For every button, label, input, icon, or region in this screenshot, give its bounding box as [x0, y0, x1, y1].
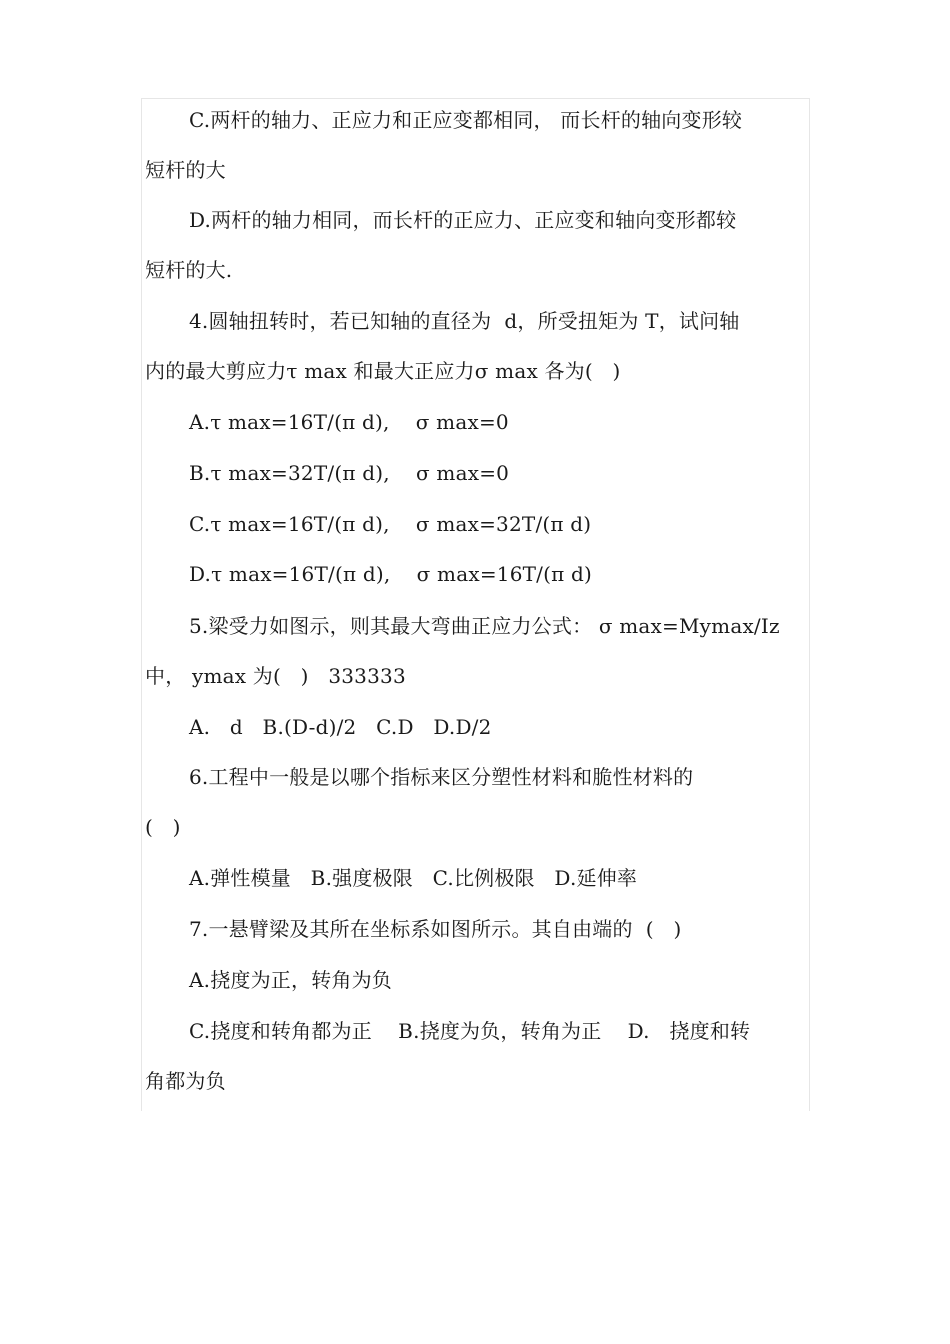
question-5-line-1: 5.梁受力如图示，则其最大弯曲正应力公式： σ max=Mymax/Iz	[189, 614, 780, 638]
question-4-line-1: 4.圆轴扭转时，若已知轴的直径为 d，所受扭矩为 T，试问轴	[189, 309, 740, 333]
page-frame	[141, 98, 810, 1111]
option-3c-line-2: 短杆的大	[145, 158, 226, 182]
option-3d-line-1: D.两杆的轴力相同，而长杆的正应力、正应变和轴向变形都较	[189, 208, 737, 232]
option-7a: A.挠度为正，转角为负	[189, 968, 393, 992]
question-5-line-2: 中， ymax 为( ) 333333	[145, 664, 406, 688]
question-4-line-2: 内的最大剪应力τ max 和最大正应力σ max 各为( )	[145, 359, 621, 383]
option-4d: D.τ max=16T/(π d), σ max=16T/(π d)	[189, 562, 593, 586]
question-6-line-2: ( )	[145, 815, 181, 839]
question-6-line-1: 6.工程中一般是以哪个指标来区分塑性材料和脆性材料的	[189, 765, 694, 789]
question-7: 7.一悬臂梁及其所在坐标系如图所示。其自由端的 ( )	[189, 917, 682, 941]
options-5: A. d B.(D-d)/2 C.D D.D/2	[189, 715, 492, 739]
option-4b: B.τ max=32T/(π d), σ max=0	[189, 461, 510, 485]
options-6: A.弹性模量 B.强度极限 C.比例极限 D.延伸率	[189, 866, 638, 890]
options-7-line-2: 角都为负	[145, 1069, 226, 1093]
option-3c-line-1: C.两杆的轴力、正应力和正应变都相同， 而长杆的轴向变形较	[189, 108, 743, 132]
option-3d-line-2: 短杆的大.	[145, 258, 233, 282]
option-4c: C.τ max=16T/(π d), σ max=32T/(π d)	[189, 512, 592, 536]
option-4a: A.τ max=16T/(π d), σ max=0	[189, 410, 509, 434]
options-7-line-1: C.挠度和转角都为正 B.挠度为负，转角为正 D. 挠度和转	[189, 1019, 751, 1043]
